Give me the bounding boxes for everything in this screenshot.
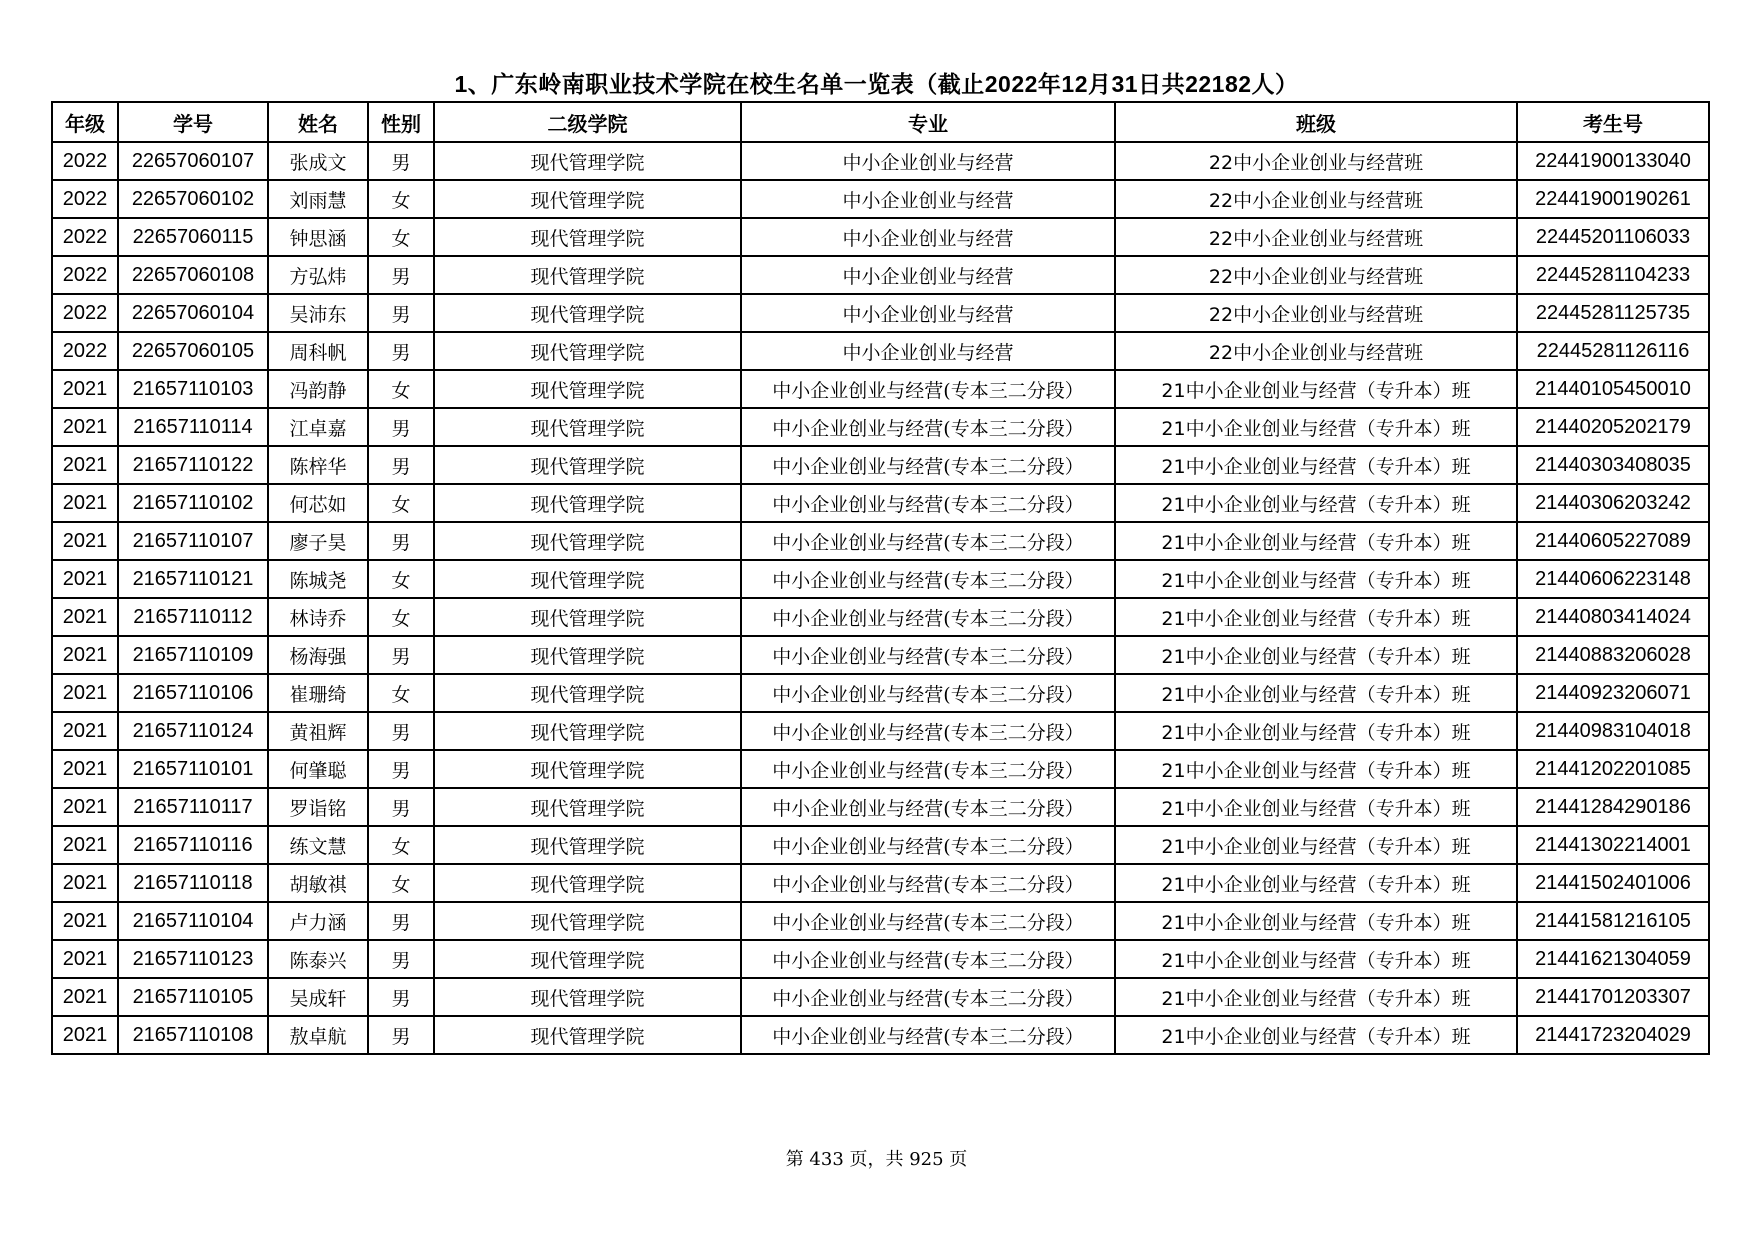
col-header-gender: 性别 (368, 102, 434, 142)
class-cell: 21中小企业创业与经营（专升本）班 (1115, 370, 1517, 408)
table-row (52, 408, 1709, 446)
gender-cell: 男 (368, 446, 434, 484)
grade-cell: 2021 (52, 1016, 118, 1054)
header-row (52, 102, 1709, 142)
major-cell: 中小企业创业与经营 (741, 256, 1115, 294)
grade-cell: 2021 (52, 484, 118, 522)
student-id-cell: 21657110122 (118, 446, 268, 484)
college-cell: 现代管理学院 (434, 940, 741, 978)
name-cell: 廖子昊 (268, 522, 368, 560)
table-row (52, 446, 1709, 484)
student-id-cell: 22657060102 (118, 180, 268, 218)
college-cell: 现代管理学院 (434, 636, 741, 674)
class-cell: 21中小企业创业与经营（专升本）班 (1115, 1016, 1517, 1054)
exam-number-cell: 21440803414024 (1517, 598, 1709, 636)
student-id-cell: 21657110123 (118, 940, 268, 978)
student-id-cell: 22657060115 (118, 218, 268, 256)
college-cell: 现代管理学院 (434, 560, 741, 598)
class-cell: 22中小企业创业与经营班 (1115, 294, 1517, 332)
grade-cell: 2021 (52, 370, 118, 408)
table-row (52, 902, 1709, 940)
exam-number-cell: 21440105450010 (1517, 370, 1709, 408)
class-cell: 21中小企业创业与经营（专升本）班 (1115, 522, 1517, 560)
student-id-cell: 22657060108 (118, 256, 268, 294)
name-cell: 杨海强 (268, 636, 368, 674)
gender-cell: 女 (368, 180, 434, 218)
class-cell: 22中小企业创业与经营班 (1115, 256, 1517, 294)
exam-number-cell: 21440606223148 (1517, 560, 1709, 598)
college-cell: 现代管理学院 (434, 294, 741, 332)
college-cell: 现代管理学院 (434, 256, 741, 294)
table-row (52, 1016, 1709, 1054)
student-id-cell: 22657060107 (118, 142, 268, 180)
student-id-cell: 21657110106 (118, 674, 268, 712)
college-cell: 现代管理学院 (434, 712, 741, 750)
college-cell: 现代管理学院 (434, 750, 741, 788)
college-cell: 现代管理学院 (434, 142, 741, 180)
gender-cell: 男 (368, 332, 434, 370)
grade-cell: 2021 (52, 560, 118, 598)
table-row (52, 142, 1709, 180)
class-cell: 21中小企业创业与经营（专升本）班 (1115, 674, 1517, 712)
table-row (52, 484, 1709, 522)
class-cell: 21中小企业创业与经营（专升本）班 (1115, 788, 1517, 826)
major-cell: 中小企业创业与经营(专本三二分段） (741, 712, 1115, 750)
student-table (51, 101, 1710, 1055)
page-title: 1、广东岭南职业技术学院在校生名单一览表（截止2022年12月31日共22182人） (454, 71, 1299, 97)
exam-number-cell: 21441723204029 (1517, 1016, 1709, 1054)
gender-cell: 男 (368, 712, 434, 750)
class-cell: 21中小企业创业与经营（专升本）班 (1115, 712, 1517, 750)
name-cell: 何肇聪 (268, 750, 368, 788)
name-cell: 敖卓航 (268, 1016, 368, 1054)
grade-cell: 2022 (52, 142, 118, 180)
name-cell: 方弘炜 (268, 256, 368, 294)
major-cell: 中小企业创业与经营(专本三二分段） (741, 826, 1115, 864)
table-row (52, 864, 1709, 902)
college-cell: 现代管理学院 (434, 1016, 741, 1054)
exam-number-cell: 21441284290186 (1517, 788, 1709, 826)
name-cell: 钟思涵 (268, 218, 368, 256)
student-id-cell: 21657110124 (118, 712, 268, 750)
gender-cell: 男 (368, 522, 434, 560)
gender-cell: 男 (368, 294, 434, 332)
grade-cell: 2021 (52, 788, 118, 826)
grade-cell: 2021 (52, 408, 118, 446)
gender-cell: 男 (368, 750, 434, 788)
gender-cell: 女 (368, 598, 434, 636)
exam-number-cell: 21441701203307 (1517, 978, 1709, 1016)
class-cell: 21中小企业创业与经营（专升本）班 (1115, 902, 1517, 940)
grade-cell: 2021 (52, 674, 118, 712)
class-cell: 21中小企业创业与经营（专升本）班 (1115, 940, 1517, 978)
student-id-cell: 22657060105 (118, 332, 268, 370)
major-cell: 中小企业创业与经营 (741, 218, 1115, 256)
class-cell: 21中小企业创业与经营（专升本）班 (1115, 560, 1517, 598)
exam-number-cell: 21440923206071 (1517, 674, 1709, 712)
major-cell: 中小企业创业与经营(专本三二分段） (741, 902, 1115, 940)
grade-cell: 2021 (52, 902, 118, 940)
exam-number-cell: 21440983104018 (1517, 712, 1709, 750)
name-cell: 陈泰兴 (268, 940, 368, 978)
class-cell: 21中小企业创业与经营（专升本）班 (1115, 598, 1517, 636)
student-id-cell: 21657110118 (118, 864, 268, 902)
gender-cell: 男 (368, 256, 434, 294)
exam-number-cell: 21441202201085 (1517, 750, 1709, 788)
class-cell: 21中小企业创业与经营（专升本）班 (1115, 484, 1517, 522)
exam-number-cell: 22445281125735 (1517, 294, 1709, 332)
exam-number-cell: 21440883206028 (1517, 636, 1709, 674)
exam-number-cell: 21440605227089 (1517, 522, 1709, 560)
college-cell: 现代管理学院 (434, 788, 741, 826)
college-cell: 现代管理学院 (434, 522, 741, 560)
exam-number-cell: 21441302214001 (1517, 826, 1709, 864)
major-cell: 中小企业创业与经营(专本三二分段） (741, 522, 1115, 560)
table-row (52, 560, 1709, 598)
gender-cell: 男 (368, 978, 434, 1016)
exam-number-cell: 22445281104233 (1517, 256, 1709, 294)
grade-cell: 2022 (52, 218, 118, 256)
student-id-cell: 21657110103 (118, 370, 268, 408)
gender-cell: 男 (368, 408, 434, 446)
name-cell: 陈梓华 (268, 446, 368, 484)
table-row (52, 712, 1709, 750)
gender-cell: 男 (368, 788, 434, 826)
exam-number-cell: 22445201106033 (1517, 218, 1709, 256)
major-cell: 中小企业创业与经营(专本三二分段） (741, 788, 1115, 826)
gender-cell: 男 (368, 902, 434, 940)
class-cell: 22中小企业创业与经营班 (1115, 180, 1517, 218)
grade-cell: 2022 (52, 332, 118, 370)
table-row (52, 218, 1709, 256)
student-id-cell: 21657110102 (118, 484, 268, 522)
grade-cell: 2021 (52, 940, 118, 978)
exam-number-cell: 22441900133040 (1517, 142, 1709, 180)
gender-cell: 女 (368, 560, 434, 598)
college-cell: 现代管理学院 (434, 902, 741, 940)
name-cell: 刘雨慧 (268, 180, 368, 218)
grade-cell: 2022 (52, 180, 118, 218)
name-cell: 林诗乔 (268, 598, 368, 636)
col-header-college: 二级学院 (434, 102, 741, 142)
student-id-cell: 21657110117 (118, 788, 268, 826)
student-id-cell: 21657110101 (118, 750, 268, 788)
exam-number-cell: 21441621304059 (1517, 940, 1709, 978)
gender-cell: 女 (368, 864, 434, 902)
student-id-cell: 21657110114 (118, 408, 268, 446)
grade-cell: 2021 (52, 636, 118, 674)
exam-number-cell: 22445281126116 (1517, 332, 1709, 370)
col-header-name: 姓名 (268, 102, 368, 142)
class-cell: 21中小企业创业与经营（专升本）班 (1115, 826, 1517, 864)
name-cell: 冯韵静 (268, 370, 368, 408)
college-cell: 现代管理学院 (434, 408, 741, 446)
student-id-cell: 21657110105 (118, 978, 268, 1016)
college-cell: 现代管理学院 (434, 370, 741, 408)
major-cell: 中小企业创业与经营 (741, 294, 1115, 332)
class-cell: 22中小企业创业与经营班 (1115, 218, 1517, 256)
major-cell: 中小企业创业与经营 (741, 332, 1115, 370)
college-cell: 现代管理学院 (434, 446, 741, 484)
exam-number-cell: 21441581216105 (1517, 902, 1709, 940)
major-cell: 中小企业创业与经营(专本三二分段） (741, 674, 1115, 712)
student-id-cell: 22657060104 (118, 294, 268, 332)
name-cell: 练文慧 (268, 826, 368, 864)
col-header-grade: 年级 (52, 102, 118, 142)
college-cell: 现代管理学院 (434, 332, 741, 370)
table-row (52, 522, 1709, 560)
name-cell: 黄祖辉 (268, 712, 368, 750)
college-cell: 现代管理学院 (434, 598, 741, 636)
table-row (52, 294, 1709, 332)
name-cell: 周科帆 (268, 332, 368, 370)
grade-cell: 2021 (52, 598, 118, 636)
exam-number-cell: 22441900190261 (1517, 180, 1709, 218)
college-cell: 现代管理学院 (434, 180, 741, 218)
grade-cell: 2021 (52, 750, 118, 788)
class-cell: 22中小企业创业与经营班 (1115, 332, 1517, 370)
gender-cell: 男 (368, 142, 434, 180)
name-cell: 罗诣铭 (268, 788, 368, 826)
name-cell: 卢力涵 (268, 902, 368, 940)
major-cell: 中小企业创业与经营(专本三二分段） (741, 408, 1115, 446)
table-row (52, 180, 1709, 218)
grade-cell: 2021 (52, 522, 118, 560)
major-cell: 中小企业创业与经营 (741, 180, 1115, 218)
major-cell: 中小企业创业与经营(专本三二分段） (741, 864, 1115, 902)
col-header-student-id: 学号 (118, 102, 268, 142)
major-cell: 中小企业创业与经营 (741, 142, 1115, 180)
table-row (52, 636, 1709, 674)
college-cell: 现代管理学院 (434, 674, 741, 712)
class-cell: 21中小企业创业与经营（专升本）班 (1115, 750, 1517, 788)
student-id-cell: 21657110116 (118, 826, 268, 864)
gender-cell: 男 (368, 940, 434, 978)
major-cell: 中小企业创业与经营(专本三二分段） (741, 484, 1115, 522)
student-id-cell: 21657110108 (118, 1016, 268, 1054)
name-cell: 胡敏祺 (268, 864, 368, 902)
grade-cell: 2021 (52, 826, 118, 864)
class-cell: 22中小企业创业与经营班 (1115, 142, 1517, 180)
table-row (52, 332, 1709, 370)
name-cell: 崔珊绮 (268, 674, 368, 712)
name-cell: 张成文 (268, 142, 368, 180)
table-row (52, 826, 1709, 864)
exam-number-cell: 21440306203242 (1517, 484, 1709, 522)
college-cell: 现代管理学院 (434, 978, 741, 1016)
table-row (52, 256, 1709, 294)
class-cell: 21中小企业创业与经营（专升本）班 (1115, 446, 1517, 484)
name-cell: 何芯如 (268, 484, 368, 522)
grade-cell: 2022 (52, 294, 118, 332)
student-id-cell: 21657110121 (118, 560, 268, 598)
college-cell: 现代管理学院 (434, 484, 741, 522)
table-row (52, 750, 1709, 788)
col-header-class: 班级 (1115, 102, 1517, 142)
name-cell: 江卓嘉 (268, 408, 368, 446)
major-cell: 中小企业创业与经营(专本三二分段） (741, 1016, 1115, 1054)
student-id-cell: 21657110109 (118, 636, 268, 674)
col-header-major: 专业 (741, 102, 1115, 142)
name-cell: 陈城尧 (268, 560, 368, 598)
class-cell: 21中小企业创业与经营（专升本）班 (1115, 978, 1517, 1016)
table-row (52, 788, 1709, 826)
student-id-cell: 21657110107 (118, 522, 268, 560)
table-row (52, 370, 1709, 408)
page-footer: 第 433 页，共 925 页 (785, 1149, 968, 1170)
table-body (52, 142, 1709, 1054)
student-id-cell: 21657110112 (118, 598, 268, 636)
major-cell: 中小企业创业与经营(专本三二分段） (741, 598, 1115, 636)
grade-cell: 2022 (52, 256, 118, 294)
name-cell: 吴沛东 (268, 294, 368, 332)
gender-cell: 男 (368, 1016, 434, 1054)
class-cell: 21中小企业创业与经营（专升本）班 (1115, 636, 1517, 674)
major-cell: 中小企业创业与经营(专本三二分段） (741, 370, 1115, 408)
major-cell: 中小企业创业与经营(专本三二分段） (741, 940, 1115, 978)
college-cell: 现代管理学院 (434, 826, 741, 864)
exam-number-cell: 21440303408035 (1517, 446, 1709, 484)
major-cell: 中小企业创业与经营(专本三二分段） (741, 560, 1115, 598)
gender-cell: 女 (368, 370, 434, 408)
college-cell: 现代管理学院 (434, 864, 741, 902)
exam-number-cell: 21441502401006 (1517, 864, 1709, 902)
exam-number-cell: 21440205202179 (1517, 408, 1709, 446)
col-header-exam-number: 考生号 (1517, 102, 1709, 142)
table-row (52, 674, 1709, 712)
gender-cell: 女 (368, 218, 434, 256)
grade-cell: 2021 (52, 978, 118, 1016)
table-row (52, 598, 1709, 636)
college-cell: 现代管理学院 (434, 218, 741, 256)
name-cell: 吴成轩 (268, 978, 368, 1016)
grade-cell: 2021 (52, 712, 118, 750)
gender-cell: 女 (368, 826, 434, 864)
grade-cell: 2021 (52, 864, 118, 902)
table-row (52, 940, 1709, 978)
gender-cell: 男 (368, 636, 434, 674)
grade-cell: 2021 (52, 446, 118, 484)
class-cell: 21中小企业创业与经营（专升本）班 (1115, 408, 1517, 446)
major-cell: 中小企业创业与经营(专本三二分段） (741, 446, 1115, 484)
major-cell: 中小企业创业与经营(专本三二分段） (741, 978, 1115, 1016)
class-cell: 21中小企业创业与经营（专升本）班 (1115, 864, 1517, 902)
student-id-cell: 21657110104 (118, 902, 268, 940)
gender-cell: 女 (368, 674, 434, 712)
major-cell: 中小企业创业与经营(专本三二分段） (741, 636, 1115, 674)
table-row (52, 978, 1709, 1016)
gender-cell: 女 (368, 484, 434, 522)
major-cell: 中小企业创业与经营(专本三二分段） (741, 750, 1115, 788)
